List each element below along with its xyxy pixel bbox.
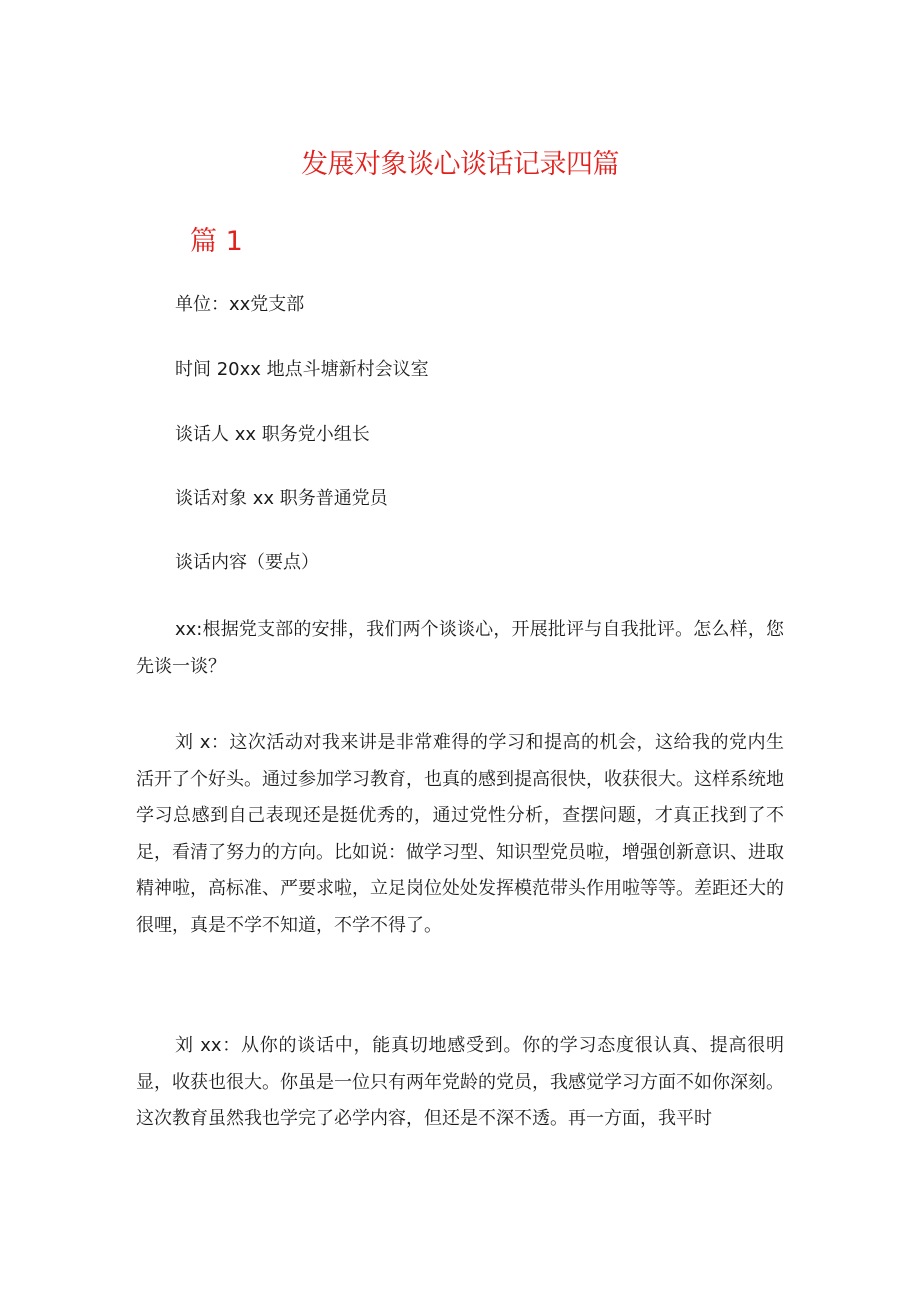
meta-content-label: 谈话内容（要点） [175,552,319,573]
meta-unit: 单位：xx党支部 [175,294,305,315]
paragraph: 刘 xx：从你的谈话中，能真切地感受到。你的学习态度很认真、提高很明显，收获也很大。你虽是一位只有两年党龄的党员，我感觉学习方面不如你深刻。这次教育虽然我也学完了必学内容，但还是不深不透。再一方面，我平时 [136,1035,784,1129]
meta-interviewer: 谈话人 xx 职务党小组长 [175,424,370,445]
paragraph: xx:根据党支部的安排，我们两个谈谈心，开展批评与自我批评。怎么样，您先谈一谈？ [136,619,784,677]
meta-interviewee: 谈话对象 xx 职务普通党员 [175,488,388,509]
section-heading: 篇 1 [190,226,243,257]
document-title: 发展对象谈心谈话记录四篇 [301,149,619,180]
meta-time-place: 时间 20xx 地点斗塘新村会议室 [175,359,429,380]
paragraph: 刘 x：这次活动对我来讲是非常难得的学习和提高的机会，这给我的党内生活开了个好头。通过参加学习教育，也真的感到提高很快，收获很大。这样系统地学习总感到自己表现还是挺优秀的，通过党性分析，查摆问题，才真正找到了不足，看清了努力的方向。比如说：做学习型、知识型党员啦，增强创新意识、进取精神啦，高标准、严要求啦，立足岗位处处发挥模范带头作用啦等等。差距还大的很哩，真是不学不知道，不学不得了。 [136,732,784,936]
